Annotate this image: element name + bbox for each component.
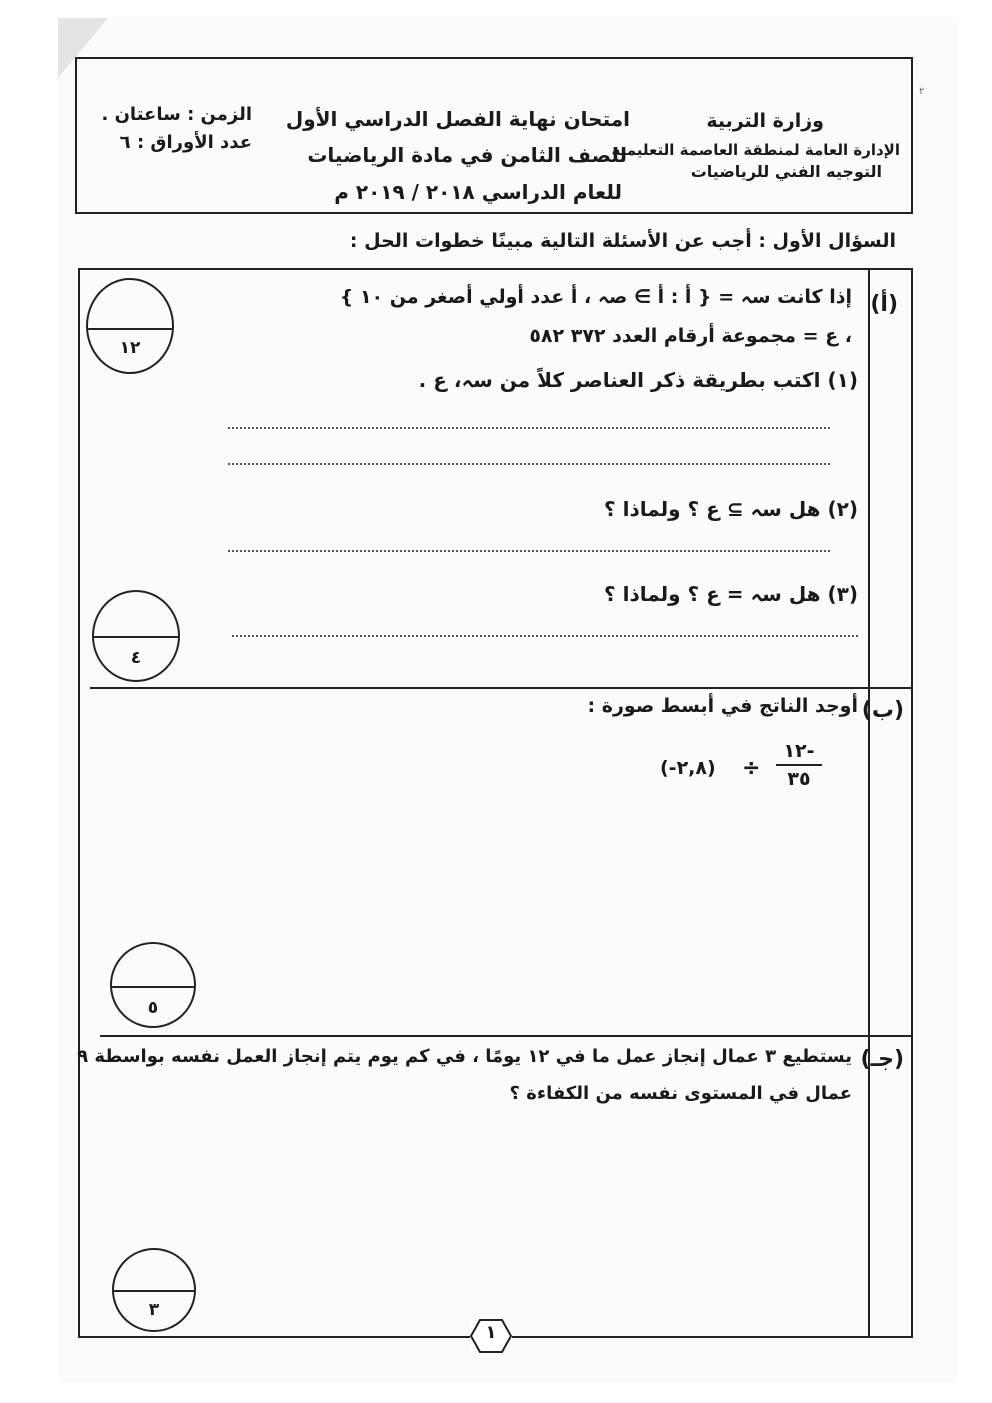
- answer-line[interactable]: [228, 427, 830, 429]
- score-part-c-value: ٣: [148, 1300, 160, 1320]
- part-a-line-1: إذا كانت سہ = { أ : أ ∋ صہ ، أ عدد أولي أصغر من ١٠ }: [339, 286, 852, 308]
- part-a-label: (أ): [870, 292, 898, 317]
- score-circle-part-c: [112, 1248, 196, 1332]
- supervision-name: التوجيه الفني للرياضيات: [690, 162, 882, 181]
- question-heading: السؤال الأول : أجب عن الأسئلة التالية مبينًا خطوات الحل :: [349, 230, 896, 252]
- part-a-sub-1: (١) اكتب بطريقة ذكر العناصر كلاً من سہ، ع .: [418, 368, 858, 392]
- score-circle-total: [86, 278, 174, 374]
- row-divider-b-c: [100, 1035, 913, 1037]
- score-part-b-value: ٥: [147, 998, 159, 1018]
- fraction-bar: [776, 764, 822, 766]
- part-c-line-1: يستطيع ٣ عمال إنجاز عمل ما في ١٢ يومًا ، في كم يوم يتم إنجاز العمل نفسه بواسطة ٩: [77, 1046, 852, 1067]
- score-part-a-value: ٤: [130, 648, 142, 668]
- part-c-label: (جـ): [860, 1047, 904, 1072]
- answer-line[interactable]: [232, 635, 858, 637]
- divide-operator: ÷: [742, 756, 761, 781]
- part-b-label: (ب): [861, 698, 904, 723]
- ministry-name: وزارة التربية: [706, 110, 824, 132]
- exam-time: الزمن : ساعتان .: [101, 104, 252, 125]
- score-total-value: ١٢: [119, 338, 141, 358]
- score-circle-part-b: [110, 942, 196, 1028]
- part-a-sub-2: (٢) هل سہ ⊇ ع ؟ ولماذا ؟: [604, 497, 858, 521]
- part-c-line-2: عمال في المستوى نفسه من الكفاءة ؟: [509, 1083, 852, 1104]
- answer-line[interactable]: [228, 550, 830, 552]
- part-b-prompt: أوجد الناتج في أبسط صورة :: [587, 695, 858, 717]
- score-circle-part-a: [92, 590, 180, 682]
- part-a-line-2: ، ع = مجموعة أرقام العدد ٣٧٢ ٥٨٢: [529, 325, 852, 347]
- answer-line[interactable]: [228, 463, 830, 465]
- grade-subject: للصف الثامن في مادة الرياضيات: [307, 143, 627, 167]
- page-number: ١: [485, 1322, 497, 1343]
- page-count: عدد الأوراق : ٦: [119, 132, 252, 153]
- fraction-denominator: ٣٥: [787, 768, 811, 790]
- exam-title: امتحان نهاية الفصل الدراسي الأول: [285, 107, 630, 131]
- fraction: [776, 740, 822, 790]
- label-column-divider: [868, 268, 870, 1338]
- fraction-numerator: ١٢-: [783, 740, 815, 762]
- part-a-sub-3: (٣) هل سہ = ع ؟ ولماذا ؟: [604, 582, 858, 606]
- directorate-name: الإدارة العامة لمنطقة العاصمة التعليمية: [611, 141, 900, 159]
- corner-mark: ٢: [919, 86, 925, 97]
- row-divider-a-b: [90, 687, 913, 689]
- academic-year: للعام الدراسي ٢٠١٨ / ٢٠١٩ م: [334, 180, 622, 204]
- divisor-operand: (٢,٨-): [660, 757, 716, 779]
